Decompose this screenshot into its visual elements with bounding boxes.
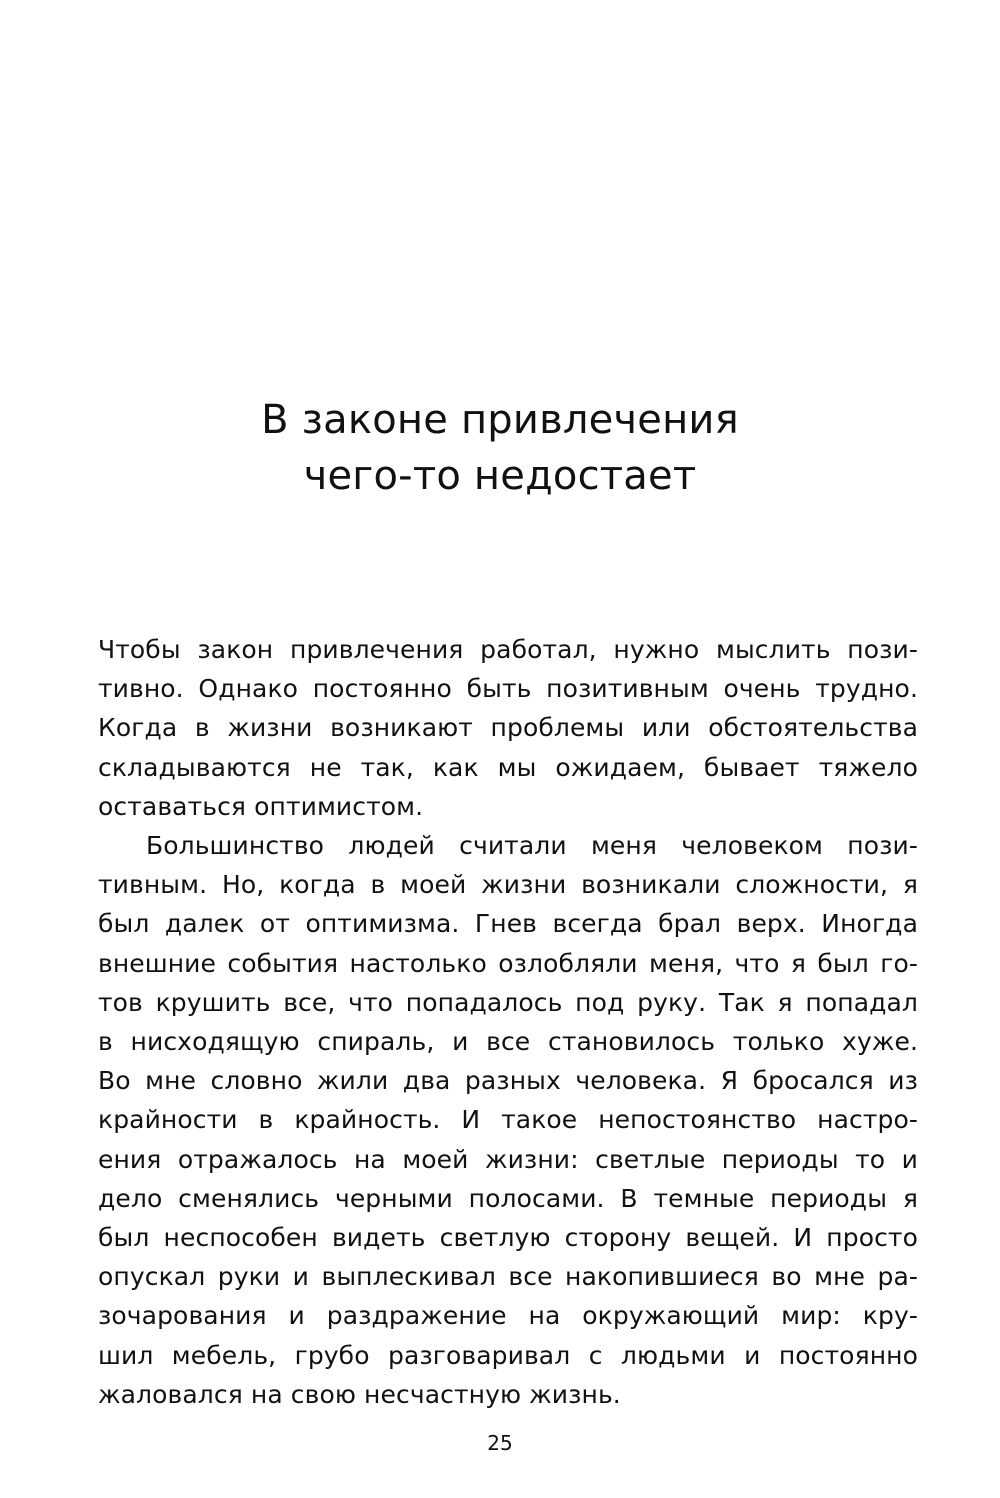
text-line: жаловался на свою несчастную жизнь. [98,1379,621,1409]
text-line: шил мебель, грубо разговаривал с людьми и постоянно [98,1340,918,1370]
text-line: был далек от оптимизма. Гнев всегда брал верх. Иногда [98,909,918,939]
paragraph-2 [98,826,918,1414]
chapter-title-line-2: чего-то недостает [303,453,697,499]
text-line: внешние события настолько озлобляли меня, что я был го- [98,948,918,978]
text-line: оставаться оптимистом. [98,791,424,821]
text-line: Чтобы закон привлечения работал, нужно мыслить пози- [98,635,918,664]
paragraph-1 [98,630,918,826]
chapter-title-line-1: В законе привлечения [261,397,739,443]
text-line: дело сменялись черными полосами. В темные периоды я [98,1183,918,1213]
text-line: тов крушить все, что попадалось под руку. Так я попадал [98,987,918,1017]
text-line: Когда в жизни возникают проблемы или обстоятельства [98,713,918,743]
text-line: тивно. Однако постоянно быть позитивным очень трудно. [98,674,918,704]
text-line: в нисходящую спираль, и все становилось только хуже. [98,1027,918,1057]
text-line: ения отражалось на моей жизни: светлые периоды то и [98,1144,918,1174]
body-text [98,630,918,1414]
text-line: Большинство людей считали меня человеком пози- [146,831,918,861]
text-line: опускал руки и выплескивал все накопившиеся во мне ра- [98,1262,918,1292]
text-line: Во мне словно жили два разных человека. Я бросался из [98,1066,918,1096]
text-line: тивным. Но, когда в моей жизни возникали сложности, я [98,870,918,900]
text-line: был неспособен видеть светлую сторону вещей. И просто [98,1223,918,1253]
chapter-title [0,392,1000,504]
page-number: 25 [487,1431,513,1455]
text-line: крайности в крайность. И такое непостоянство настро- [98,1105,918,1135]
text-line: складываются не так, как мы ожидаем, бывает тяжело [98,752,918,782]
text-line: зочарования и раздражение на окружающий мир: кру- [98,1301,918,1331]
